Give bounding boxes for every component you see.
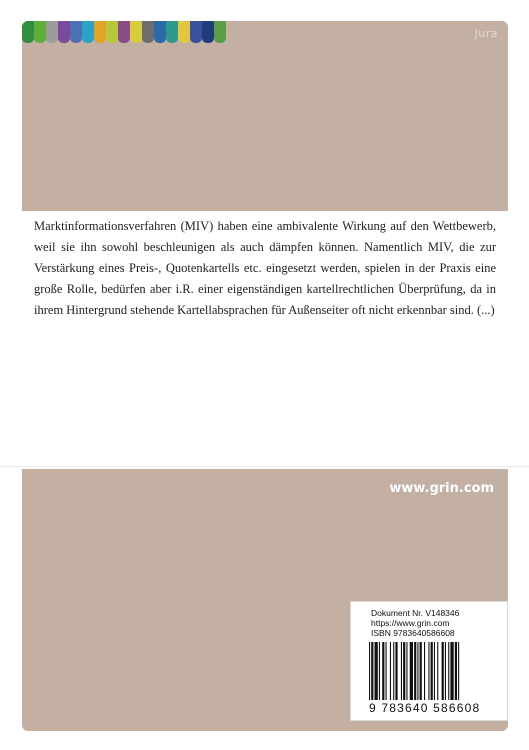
color-stripe: [22, 21, 34, 43]
color-stripe: [82, 21, 94, 43]
color-stripe: [34, 21, 46, 43]
isbn-number: ISBN 9783640586608: [371, 628, 455, 638]
color-stripe: [46, 21, 58, 43]
color-stripe: [58, 21, 70, 43]
website-label: www.grin.com: [389, 481, 494, 496]
isbn-box: [350, 601, 508, 721]
color-stripe: [142, 21, 154, 43]
website-url: https://www.grin.com: [371, 618, 450, 628]
cover-top-panel: [22, 21, 508, 211]
color-stripe: [94, 21, 106, 43]
color-stripe: [106, 21, 118, 43]
color-stripe: [178, 21, 190, 43]
color-stripe: [214, 21, 226, 43]
barcode-icon: [365, 642, 499, 704]
category-label: Jura: [474, 27, 498, 40]
divider: [0, 466, 529, 468]
color-stripes: [22, 21, 226, 43]
blurb-text: Marktinformationsverfahren (MIV) haben eine ambivalente Wirkung auf den Wettbewerb, weil sie ihn sowohl beschleunigen als auch dämpfen können. Namentlich MIV, die zur Verstärkung eines Preis-, Quotenkartells etc. eingesetzt werden, spielen in der Praxis eine große Rolle, bedürfen aber i.R. einer eigenständigen kartellrechtlichen Überprüfung, da in ihrem Hintergrund stehende Kartellabsprachen für Außenseiter oft nicht erkennbar sind. (...): [34, 219, 496, 317]
color-stripe: [154, 21, 166, 43]
color-stripe: [118, 21, 130, 43]
color-stripe: [166, 21, 178, 43]
color-stripe: [202, 21, 214, 43]
color-stripe: [190, 21, 202, 43]
color-stripe: [130, 21, 142, 43]
document-number: Dokument Nr. V148346: [371, 608, 460, 618]
color-stripe: [70, 21, 82, 43]
barcode-digits: 9 783640 586608: [369, 701, 481, 715]
